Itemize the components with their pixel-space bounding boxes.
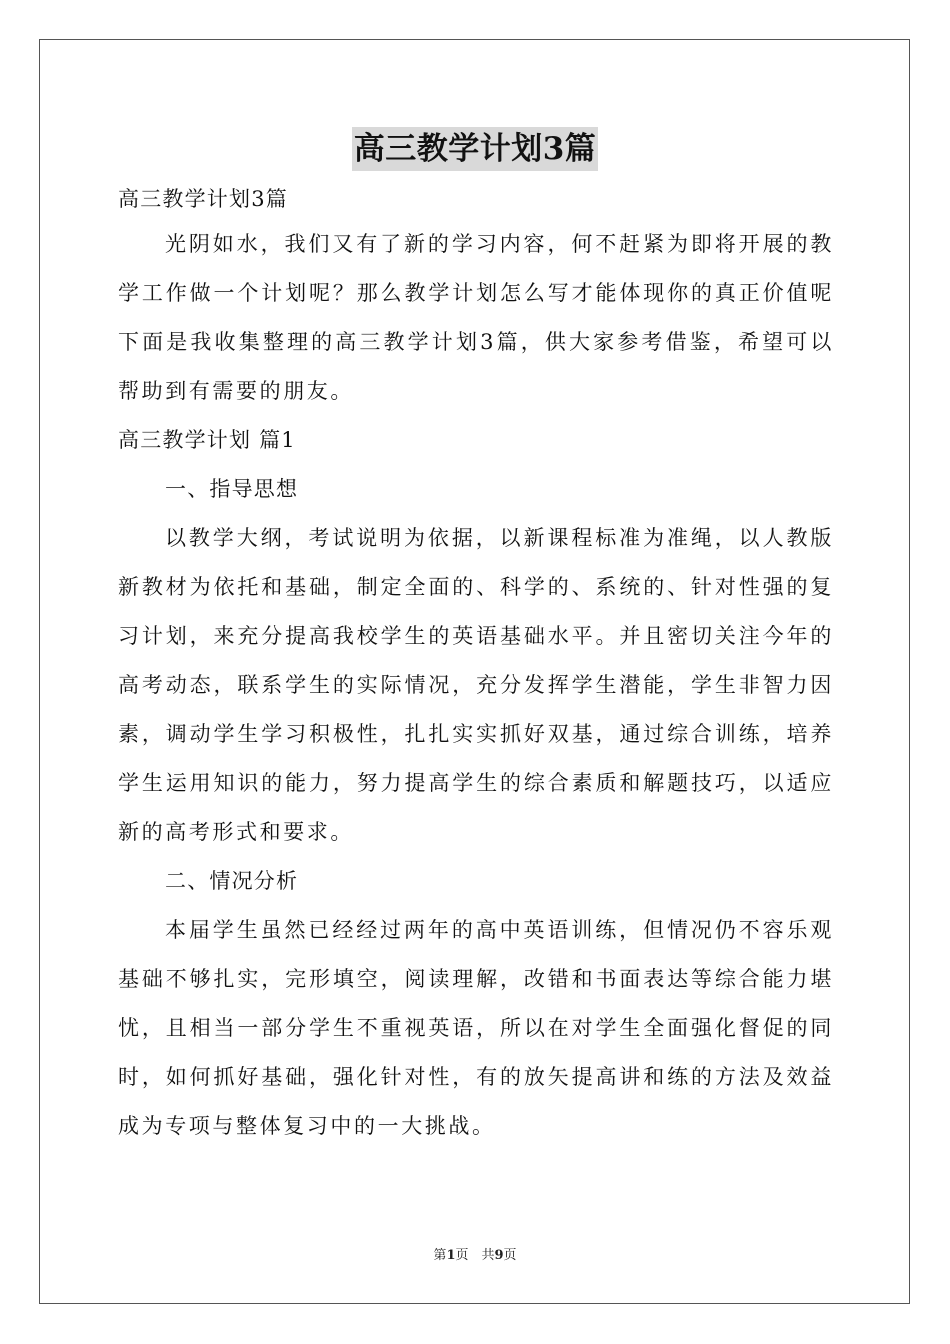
- footer-page-number: 1: [446, 1248, 456, 1263]
- heading-guiding-ideology: 一、指导思想: [165, 477, 299, 501]
- footer-total-pages: 9: [494, 1248, 504, 1263]
- document-title: 高三教学计划3篇: [352, 127, 599, 171]
- footer-suffix: 页: [503, 1248, 517, 1263]
- section-title-part1: 高三教学计划 篇1: [118, 428, 296, 452]
- footer-middle: 页 共: [455, 1248, 495, 1263]
- paragraph-intro: 光阴如水，我们又有了新的学习内容，何不赶紧为即将开展的教学工作做一个计划呢？那么教学计划怎么写才能体现你的真正价值呢下面是我收集整理的高三教学计划3篇，供大家参考借鉴，希望可以帮助到有需要的朋友。: [118, 232, 834, 403]
- document-subtitle: 高三教学计划3篇: [118, 187, 288, 211]
- title-wrap: [0, 127, 950, 171]
- footer-prefix: 第: [433, 1248, 447, 1263]
- heading-situation-analysis: 二、情况分析: [165, 869, 299, 893]
- paragraph-guiding-ideology: 以教学大纲，考试说明为依据，以新课程标准为准绳，以人教版新教材为依托和基础，制定全面的、科学的、系统的、针对性强的复习计划，来充分提高我校学生的英语基础水平。并且密切关注今年的高考动态，联系学生的实际情况，充分发挥学生潜能，学生非智力因素，调动学生学习积极性，扎扎实实抓好双基，通过综合训练，培养学生运用知识的能力，努力提高学生的综合素质和解题技巧，以适应新的高考形式和要求。: [118, 526, 834, 844]
- paragraph-situation-analysis: 本届学生虽然已经经过两年的高中英语训练，但情况仍不容乐观基础不够扎实，完形填空，阅读理解，改错和书面表达等综合能力堪忧，且相当一部分学生不重视英语，所以在对学生全面强化督促的同时，如何抓好基础，强化针对性，有的放矢提高讲和练的方法及效益成为专项与整体复习中的一大挑战。: [118, 918, 834, 1138]
- page-footer: [0, 1244, 950, 1263]
- document-body: [118, 178, 834, 1151]
